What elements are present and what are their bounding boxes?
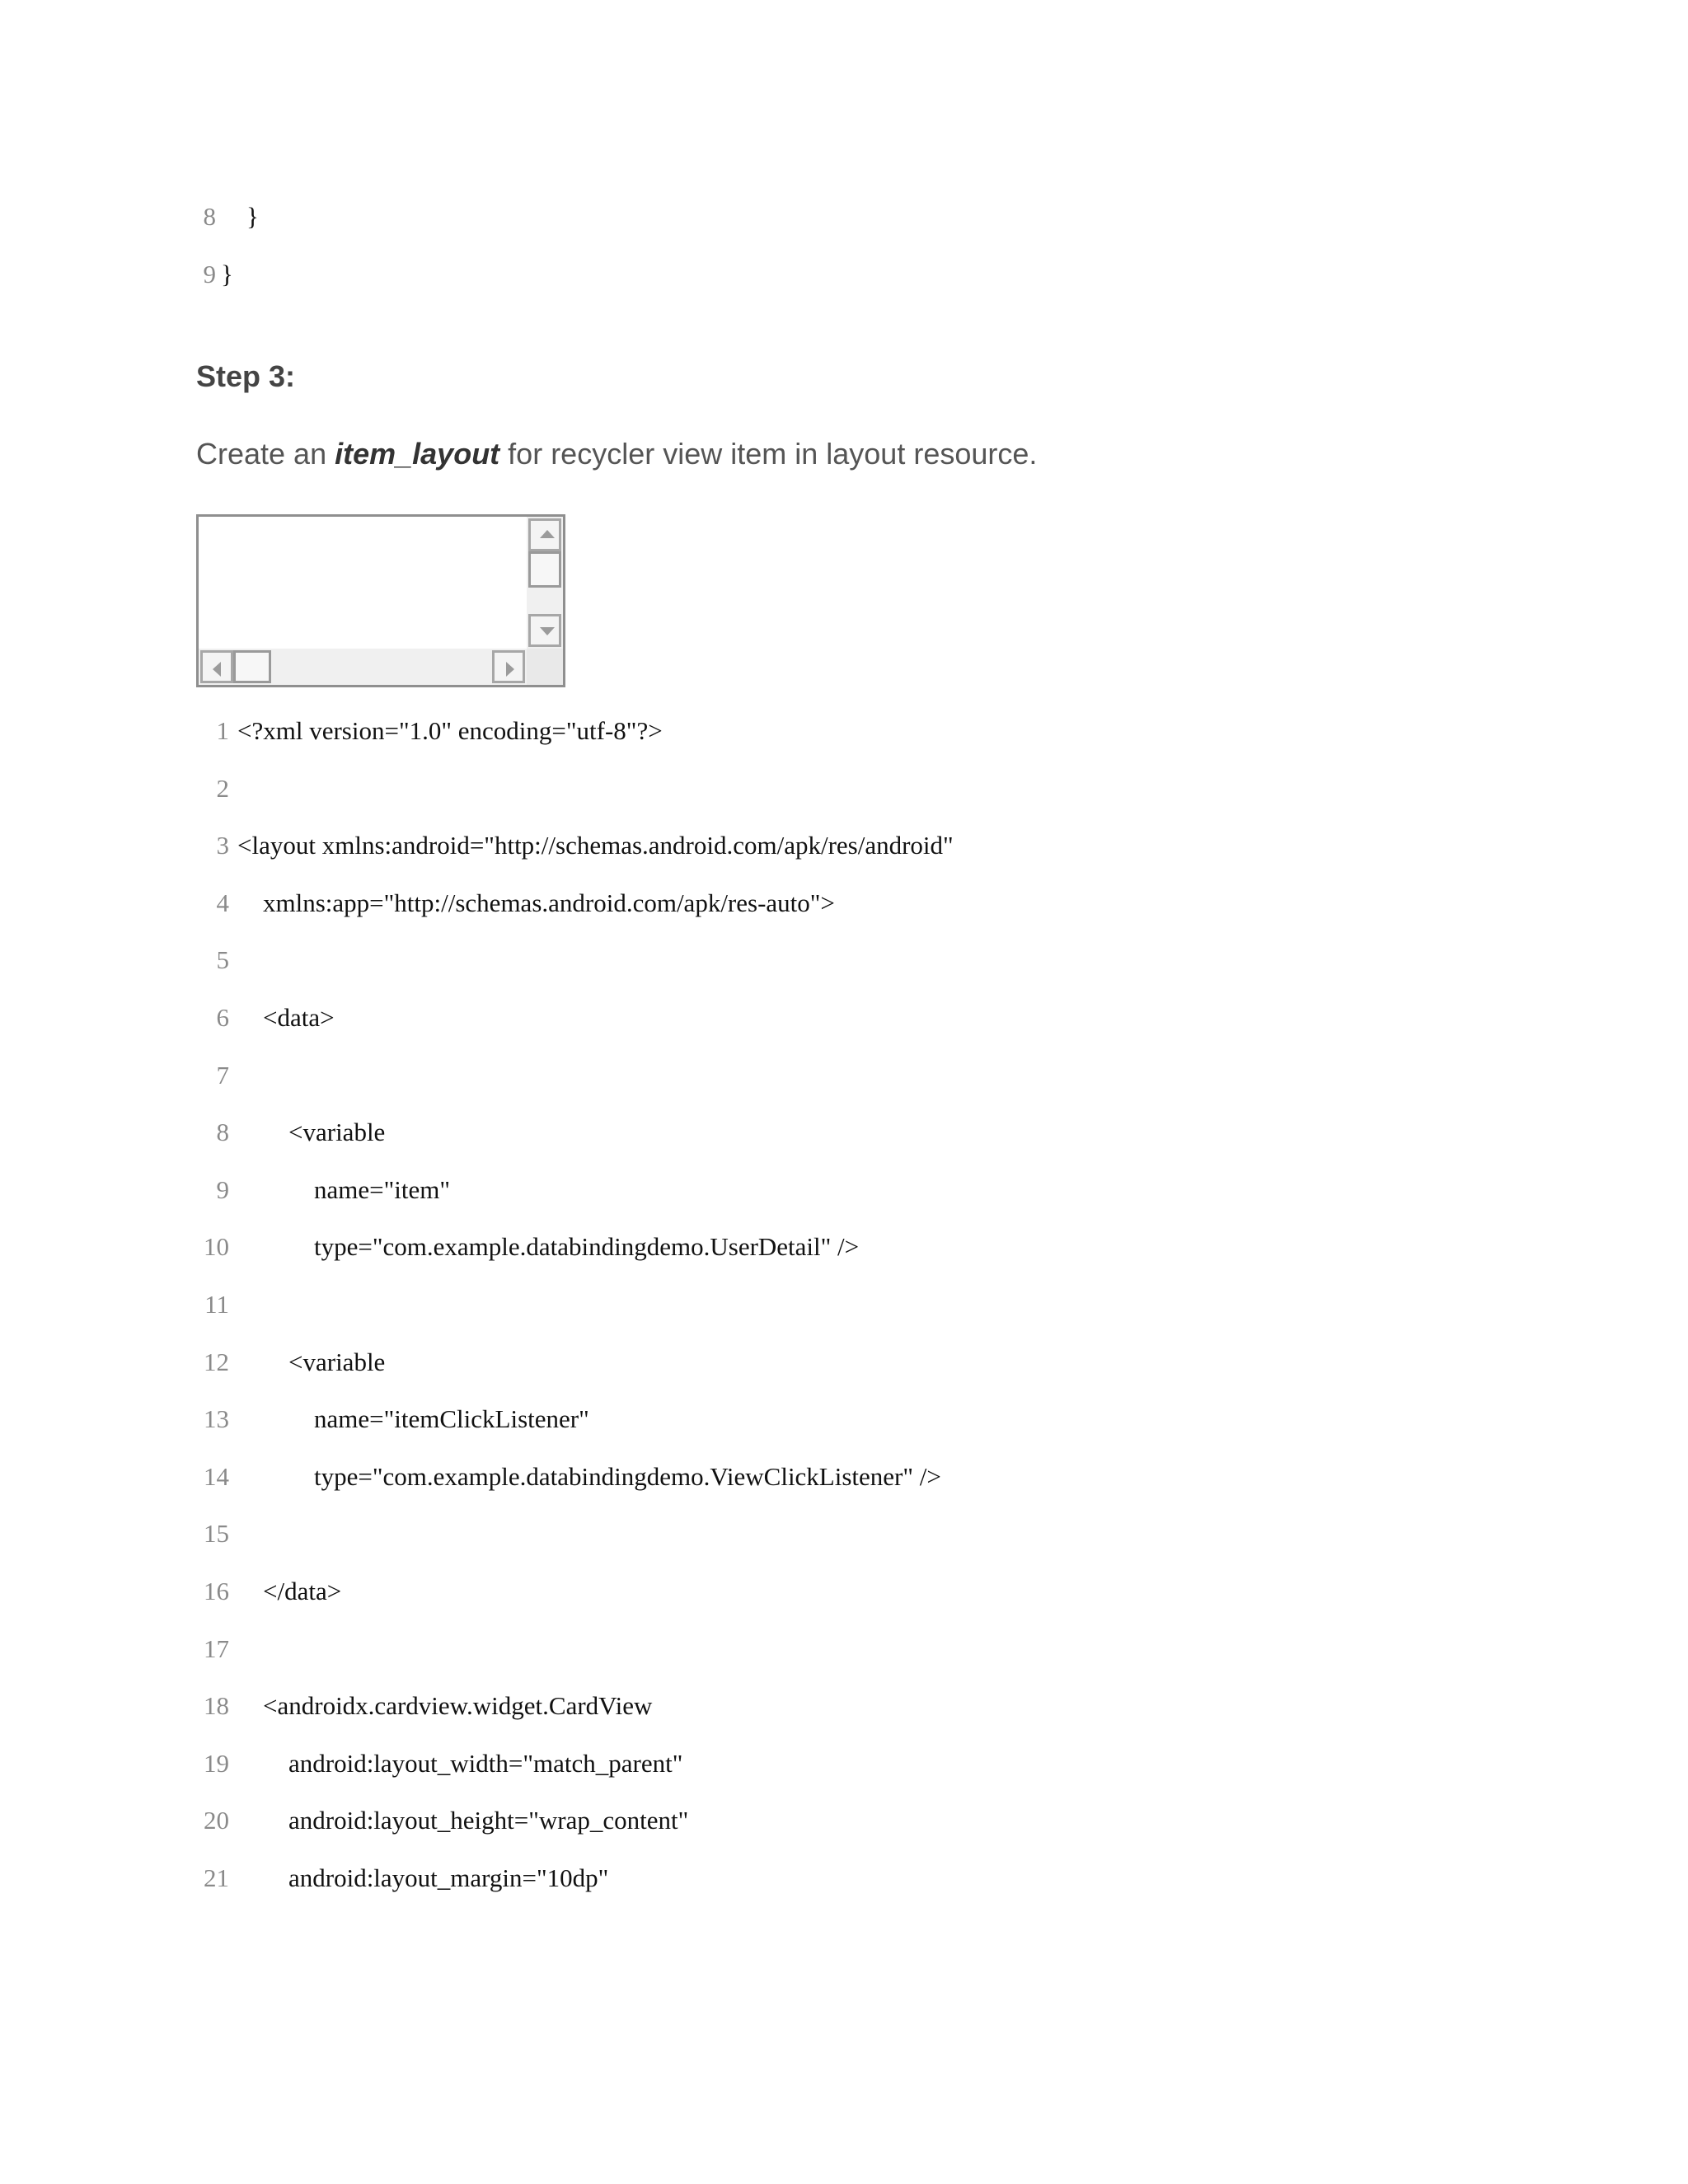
line-number: 16 (204, 1577, 229, 1605)
line-number: 12 (204, 1347, 229, 1376)
step-text-emphasis: item_layout (335, 437, 500, 471)
line-number: 17 (204, 1634, 229, 1663)
arrow-left-icon (213, 662, 221, 677)
line-number: 5 (216, 945, 229, 974)
code-text: type="com.example.databindingdemo.ViewClickListener" /> (237, 1462, 941, 1491)
code-text: android:layout_height="wrap_content" (237, 1806, 689, 1835)
line-number: 10 (204, 1232, 229, 1261)
arrow-up-icon (540, 530, 555, 538)
scroll-right-button[interactable] (492, 650, 525, 683)
horizontal-scroll-thumb[interactable] (233, 650, 271, 683)
line-number: 21 (204, 1863, 229, 1892)
code-text: </data> (237, 1577, 342, 1605)
code-text: type="com.example.databindingdemo.UserDetail" /> (237, 1232, 860, 1261)
line-number: 6 (216, 1003, 229, 1032)
line-number: 18 (204, 1691, 229, 1720)
scroll-left-button[interactable] (200, 650, 233, 683)
code-text: xmlns:app="http://schemas.android.com/apk/res-auto"> (237, 888, 835, 917)
code-text: <data> (237, 1003, 335, 1032)
vertical-scroll-thumb[interactable] (528, 551, 561, 588)
line-number: 8 (203, 202, 216, 231)
code-text: <?xml version="1.0" encoding="utf-8"?> (237, 716, 663, 745)
code-text: android:layout_margin="10dp" (237, 1863, 609, 1892)
step-heading: Step 3: (196, 359, 296, 393)
scroll-corner (527, 649, 563, 685)
code-text: <layout xmlns:android="http://schemas.android.com/apk/res/android" (237, 831, 954, 860)
scroll-down-button[interactable] (528, 614, 561, 647)
code-text: <androidx.cardview.widget.CardView (237, 1691, 653, 1720)
line-number: 20 (204, 1806, 229, 1835)
line-number: 7 (216, 1061, 229, 1090)
line-number: 9 (216, 1175, 229, 1204)
code-text: } (221, 202, 259, 231)
arrow-down-icon (540, 627, 555, 635)
code-text: } (221, 260, 233, 288)
line-number: 4 (216, 888, 229, 917)
scroll-box[interactable] (196, 514, 565, 687)
line-number: 1 (216, 716, 229, 745)
scroll-up-button[interactable] (528, 518, 561, 551)
code-text: android:layout_width="match_parent" (237, 1749, 683, 1778)
code-text: name="item" (237, 1175, 451, 1204)
line-number: 3 (216, 831, 229, 860)
vertical-scrollbar[interactable] (527, 517, 563, 649)
line-number: 11 (204, 1290, 229, 1319)
line-number: 14 (204, 1462, 229, 1491)
line-number: 8 (216, 1118, 229, 1146)
arrow-right-icon (506, 662, 514, 677)
code-text: name="itemClickListener" (237, 1404, 589, 1433)
line-number: 19 (204, 1749, 229, 1778)
line-number: 13 (204, 1404, 229, 1433)
code-text: <variable (237, 1347, 386, 1376)
step-text-before: Create an (196, 437, 335, 471)
step-text-after: for recycler view item in layout resource. (499, 437, 1038, 471)
line-number: 15 (204, 1519, 229, 1548)
horizontal-scrollbar[interactable] (199, 649, 527, 685)
line-number: 9 (203, 260, 216, 288)
line-number: 2 (216, 774, 229, 803)
code-text: <variable (237, 1118, 386, 1146)
step-description (196, 437, 1037, 471)
